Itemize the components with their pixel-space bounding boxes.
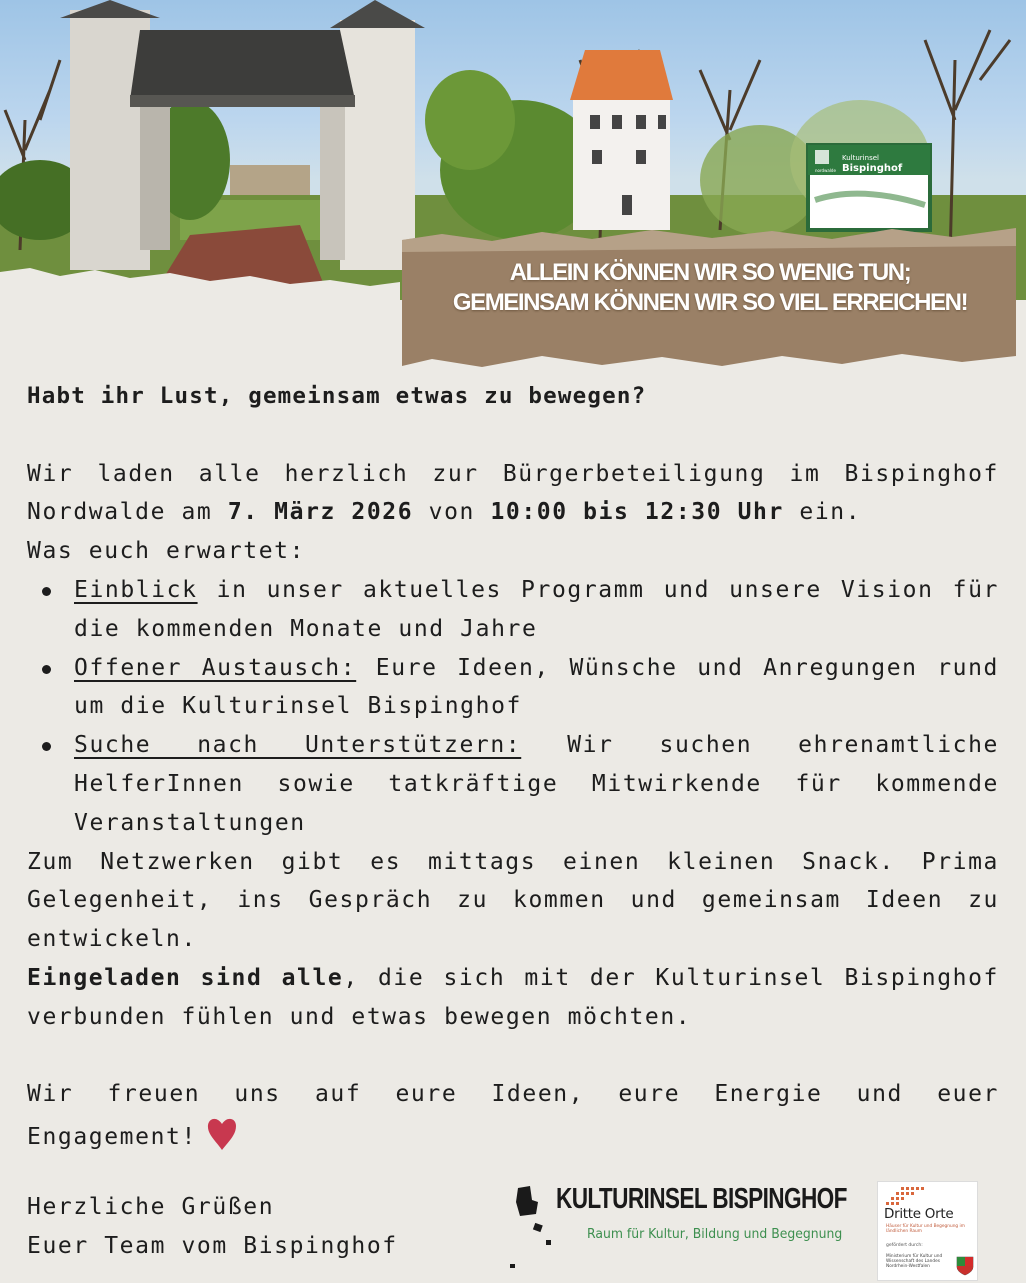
intro-line-1: Wir laden alle herzlich zur Bürgerbeteiligung im Bispinghof — [27, 460, 999, 487]
banner-line-1: ALLEIN KÖNNEN WIR SO WENIG TUN; — [509, 259, 911, 286]
sign-small: nordwalde — [815, 168, 836, 173]
list-item — [27, 726, 999, 842]
item-title: Offener Austausch: — [74, 654, 357, 681]
dritte-orte-subtitle: Häuser für Kultur und Begegnung im ländlichen Raum — [886, 1224, 965, 1234]
intro-line-2 — [27, 493, 999, 532]
heart-icon — [205, 1114, 239, 1165]
invited-bold: Eingeladen sind alle — [27, 964, 344, 991]
item-text: Wir suchen ehrenamtliche HelferInnen sowie tatkräftige Mitwirkende für kommende Veranstaltungen — [74, 732, 999, 836]
logo-subtitle: Raum für Kultur, Bildung und Begegnung — [587, 1226, 843, 1242]
invited-text: , die sich mit der Kulturinsel Bispinghof verbunden fühlen und etwas bewegen möchten. — [27, 964, 999, 1030]
intro-text-b: von — [413, 499, 491, 526]
ministry-label: Ministerium für Kultur und Wissenschaft des Landes Nordrhein-Westfalen — [886, 1254, 943, 1269]
logo-title: KULTURINSEL BISPINGHOF — [556, 1183, 847, 1215]
closing-engagement: Engagement! — [27, 1124, 197, 1151]
expect-label: Was euch erwartet: — [27, 538, 306, 565]
list-item — [27, 649, 999, 727]
sign-line2: Bispinghof — [842, 163, 903, 174]
item-title: Suche nach Unterstützern: — [74, 732, 522, 759]
invitation-body — [27, 375, 999, 1165]
dritte-orte-title: Dritte Orte — [884, 1206, 954, 1222]
greeting-line-2: Euer Team vom Bispinghof — [27, 1232, 398, 1259]
dots-pattern-icon — [884, 1186, 944, 1208]
item-text: Eure Ideen, Wünsche und Anregungen rund um die Kulturinsel Bispinghof — [74, 654, 999, 720]
nrw-coat-of-arms-icon — [956, 1256, 974, 1276]
item-text: in unser aktuelles Programm und unsere Vision für die kommenden Monate und Jahre — [74, 576, 999, 642]
invited-paragraph — [27, 959, 999, 1037]
dritte-orte-badge — [877, 1181, 978, 1281]
banner-line-2: GEMEINSAM KÖNNEN WIR SO VIEL ERREICHEN! — [452, 289, 968, 316]
closing-line-2 — [27, 1114, 999, 1165]
closing-line-1: Wir freuen uns auf eure Ideen, eure Energie und euer — [27, 1081, 999, 1108]
event-date: 7. März 2026 — [227, 499, 414, 526]
intro-text-a: Nordwalde am — [27, 499, 228, 526]
network-paragraph: Zum Netzwerken gibt es mittags einen kleinen Snack. Prima Gelegenheit, ins Gespräch zu kommen und gemeinsam Ideen zu entwickeln. — [27, 848, 999, 953]
sign-line1: Kulturinsel — [842, 154, 879, 162]
agenda-list — [27, 571, 999, 843]
funded-by-label: gefördert durch: — [886, 1243, 923, 1248]
list-item — [27, 571, 999, 649]
banner-quote — [404, 258, 1016, 318]
intro-text-c: ein. — [783, 499, 862, 526]
event-time: 10:00 bis 12:30 Uhr — [490, 499, 784, 526]
greeting — [27, 1188, 398, 1266]
greeting-line-1: Herzliche Grüßen — [27, 1194, 275, 1220]
item-title: Einblick — [74, 576, 198, 603]
headline: Habt ihr Lust, gemeinsam etwas zu bewegen? — [27, 383, 647, 409]
